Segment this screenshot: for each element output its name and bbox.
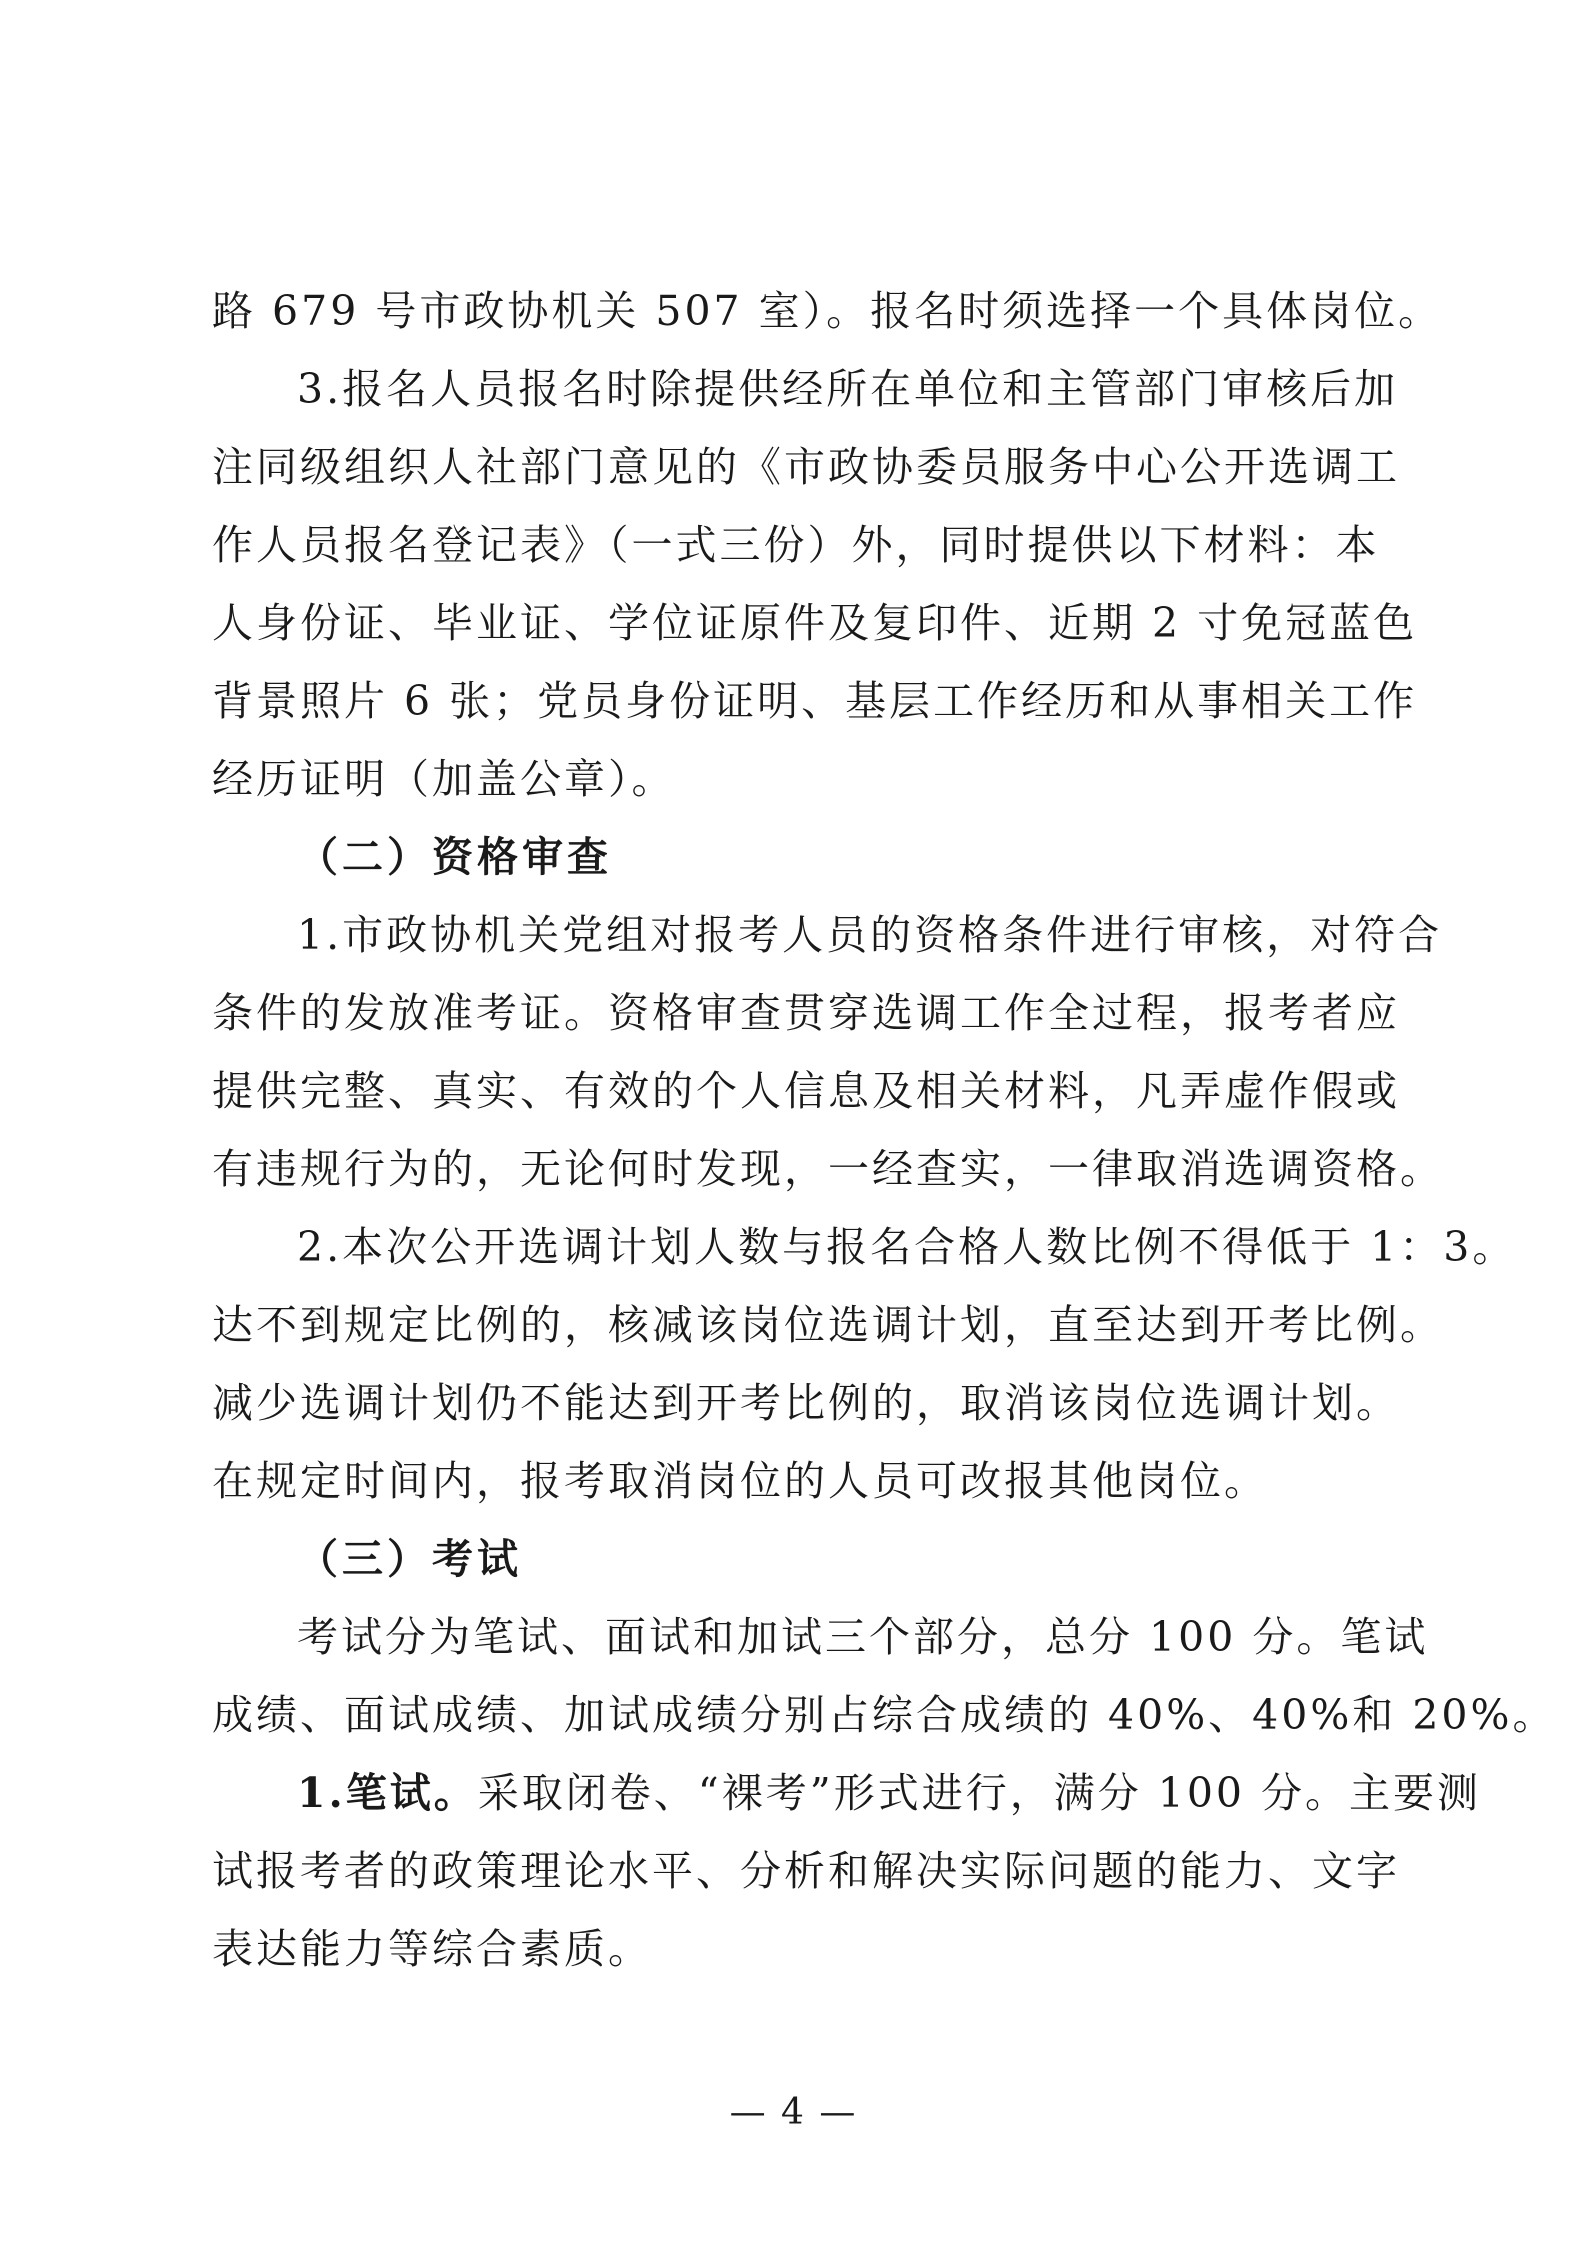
paragraph-line-19: 成绩、面试成绩、加试成绩分别占综合成绩的 40%、40%和 20%。 — [212, 1691, 1557, 1739]
paragraph-line-4: 作人员报名登记表》（一式三份）外，同时提供以下材料：本 — [212, 521, 1380, 569]
page-number: — 4 — — [729, 2092, 858, 2133]
section-heading-qualification-review: （二）资格审查 — [297, 833, 612, 881]
paragraph-line-2: 3.报名人员报名时除提供经所在单位和主管部门审核后加 — [297, 365, 1399, 413]
paragraph-line-16: 在规定时间内，报考取消岗位的人员可改报其他岗位。 — [212, 1457, 1268, 1505]
written-exam-text: 采取闭卷、“裸考”形式进行，满分 100 分。主要测 — [477, 1769, 1482, 1817]
paragraph-line-9: 1.市政协机关党组对报考人员的资格条件进行审核，对符合 — [297, 911, 1443, 959]
paragraph-line-21: 试报考者的政策理论水平、分析和解决实际问题的能力、文字 — [212, 1847, 1400, 1895]
paragraph-line-15: 减少选调计划仍不能达到开考比例的，取消该岗位选调计划。 — [212, 1379, 1400, 1427]
paragraph-line-13: 2.本次公开选调计划人数与报名合格人数比例不得低于 1：3。 — [297, 1223, 1517, 1271]
paragraph-line-18: 考试分为笔试、面试和加试三个部分，总分 100 分。笔试 — [297, 1613, 1429, 1661]
paragraph-line-14: 达不到规定比例的，核减该岗位选调计划，直至达到开考比例。 — [212, 1301, 1444, 1349]
paragraph-line-7: 经历证明（加盖公章）。 — [212, 755, 676, 803]
written-exam-label: 1.笔试。 — [297, 1769, 478, 1817]
paragraph-line-11: 提供完整、真实、有效的个人信息及相关材料，凡弄虚作假或 — [212, 1067, 1400, 1115]
paragraph-line-22: 表达能力等综合素质。 — [212, 1925, 652, 1973]
paragraph-line-12: 有违规行为的，无论何时发现，一经查实，一律取消选调资格。 — [212, 1145, 1444, 1193]
paragraph-line-3: 注同级组织人社部门意见的《市政协委员服务中心公开选调工 — [212, 443, 1400, 491]
paragraph-line-6: 背景照片 6 张；党员身份证明、基层工作经历和从事相关工作 — [212, 677, 1418, 725]
paragraph-line-20 — [297, 1756, 1482, 1830]
section-heading-exam: （三）考试 — [297, 1535, 522, 1583]
paragraph-line-1: 路 679 号市政协机关 507 室）。报名时须选择一个具体岗位。 — [212, 287, 1443, 335]
paragraph-line-5: 人身份证、毕业证、学位证原件及复印件、近期 2 寸免冠蓝色 — [212, 599, 1418, 647]
paragraph-line-10: 条件的发放准考证。资格审查贯穿选调工作全过程，报考者应 — [212, 989, 1400, 1037]
